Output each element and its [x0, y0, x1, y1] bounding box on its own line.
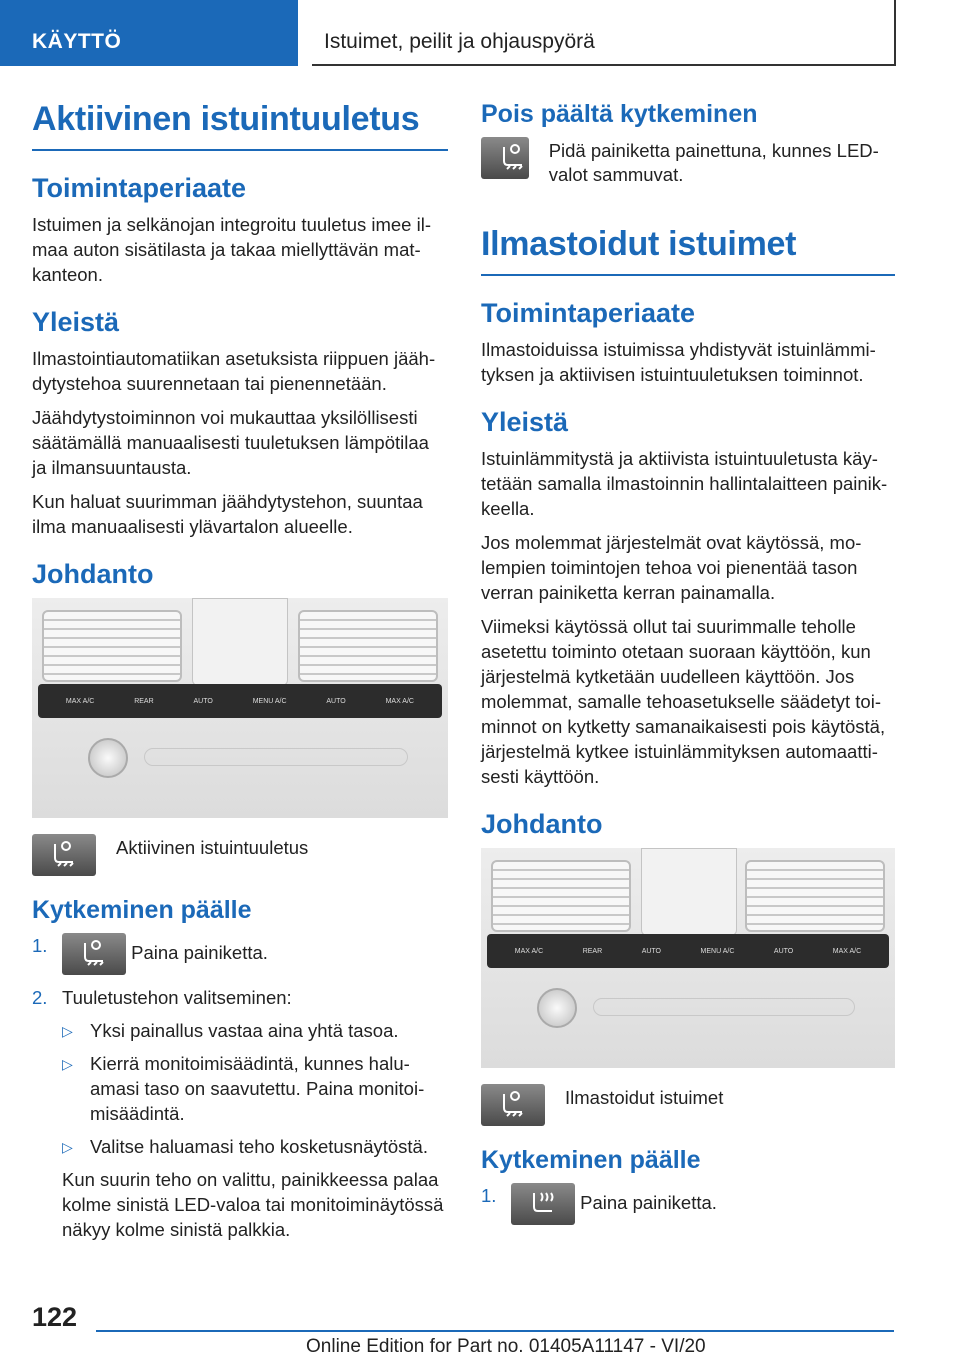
switch-off-instruction	[481, 137, 895, 187]
panel-label: REAR	[582, 947, 603, 955]
general-paragraph: Istuinlämmitystä ja aktiivista istuintuuletusta käytetään samalla ilmastoinnin hallintalaitteen painikkeella.	[481, 448, 888, 519]
seat-climate-icon	[481, 1084, 545, 1126]
air-vent-right	[745, 860, 885, 932]
step-number: 1.	[481, 1185, 497, 1206]
left-column	[32, 100, 448, 1252]
step-number: 2.	[32, 987, 48, 1008]
figure-caption	[32, 834, 448, 876]
edition-text: Online Edition for Part no. 01405A11147 - VI/20	[306, 1336, 706, 1357]
sub-list	[62, 1018, 448, 1159]
page-number: 122	[32, 1302, 78, 1332]
panel-label: MAX A/C	[65, 697, 95, 705]
bullet-text: Yksi painallus vastaa aina yhtä tasoa.	[90, 1020, 399, 1041]
seat-ventilation-icon	[32, 834, 96, 876]
principle-text: Istuimen ja selkänojan integroitu tuuletus imee ilmaa auton sisätilasta ja takaa miellyttävän matkanteon.	[32, 214, 431, 285]
panel-label: MAX A/C	[832, 947, 862, 955]
triangle-bullet-icon: ▷	[62, 1139, 73, 1155]
switch-off-text: Pidä painiketta painettuna, kunnes LED-valot sammuvat.	[548, 140, 879, 185]
air-vent-right	[298, 610, 438, 682]
right-column	[481, 100, 895, 1235]
general-paragraph: Ilmastointiautomatiikan asetuksista riippuen jäähdytystehoa suurennetaan tai pienennetään.	[32, 348, 436, 394]
caption-text: Aktiivinen istuintuuletus	[116, 837, 309, 858]
climate-control-strip	[487, 934, 889, 968]
section-tab: KÄYTTÖ	[0, 0, 298, 66]
panel-label: AUTO	[193, 697, 213, 705]
triangle-bullet-icon: ▷	[62, 1023, 73, 1039]
general-paragraph: Jos molemmat järjestelmät ovat käytössä, molempien toimintojen tehoa voi pienentää tason verran painiketta kerran painamalla.	[481, 532, 862, 603]
switch-on-heading: Kytkeminen päälle	[32, 896, 252, 924]
steps-list	[32, 933, 448, 1242]
dashboard-photo	[32, 598, 448, 818]
bullet-item	[62, 1134, 448, 1159]
general-paragraph: Viimeksi käytössä ollut tai suurimmalle teholle asetettu toiminto otetaan suoraan käyttöön, kun järjestelmä kytketään uudelleen käyttöön. Jos molemmat, samalle tehoasetukselle säädetyt toiminnot on kytketty samanaikaisesti pois käytöstä, järjestelmä kytkee istuinlämmityksen automaattisesti käyttöön.	[481, 616, 886, 787]
panel-label: AUTO	[641, 947, 662, 955]
principle-text: Ilmastoiduissa istuimissa yhdistyvät istuinlämmityksen ja aktiivisen istuintuuletuksen toiminnot.	[481, 339, 876, 385]
general-heading: Yleistä	[481, 407, 569, 437]
center-display	[192, 598, 288, 686]
step-text: Paina painiketta.	[580, 1191, 717, 1213]
bullet-item	[62, 1051, 448, 1126]
footer-rule	[96, 1330, 894, 1332]
panel-label: MENU A/C	[700, 947, 735, 955]
panel-label: AUTO	[773, 947, 794, 955]
figure-caption	[481, 1084, 895, 1126]
step-item	[32, 985, 448, 1242]
general-heading: Yleistä	[32, 307, 120, 337]
principle-heading: Toimintaperiaate	[481, 298, 696, 328]
general-paragraph: Jäähdytystoiminnon voi mukauttaa yksilöllisesti säätämällä manuaalisesti tuuletuksen lämpötilaa ja ilmansuuntausta.	[32, 407, 429, 478]
switch-off-heading: Pois päältä kytkeminen	[481, 100, 758, 128]
principle-heading: Toimintaperiaate	[32, 173, 247, 203]
bullet-text: Kierrä monitoimisäädintä, kunnes haluamasi taso on saavutettu. Paina monitoimisäädintä.	[90, 1053, 425, 1124]
bullet-text: Valitse haluamasi teho kosketusnäytöstä.	[90, 1136, 428, 1157]
step-note: Kun suurin teho on valittu, painikkeessa palaa kolme sinistä LED-valoa tai monitoiminäytössä näkyy kolme sinistä palkkia.	[62, 1169, 444, 1240]
panel-label: AUTO	[326, 697, 346, 705]
bullet-item	[62, 1018, 448, 1043]
intro-heading: Johdanto	[32, 559, 154, 589]
triangle-bullet-icon: ▷	[62, 1056, 73, 1072]
air-vent-left	[42, 610, 182, 682]
steps-list	[481, 1183, 895, 1225]
section-title: Ilmastoidut istuimet	[481, 225, 895, 276]
seat-ventilation-icon	[62, 933, 126, 975]
dashboard-trim	[593, 998, 855, 1016]
dashboard-trim	[144, 748, 408, 766]
center-display	[641, 848, 737, 936]
volume-knob	[88, 738, 128, 778]
panel-label: REAR	[134, 697, 154, 705]
climate-control-strip	[38, 684, 442, 718]
air-vent-left	[491, 860, 631, 932]
dashboard-photo	[481, 848, 895, 1068]
caption-text: Ilmastoidut istuimet	[565, 1087, 724, 1108]
step-item	[32, 933, 448, 975]
step-text: Paina painiketta.	[131, 941, 268, 963]
step-text: Tuuletustehon valitseminen:	[62, 987, 292, 1008]
panel-label: MAX A/C	[514, 947, 544, 955]
page-title: Aktiivinen istuintuuletus	[32, 100, 448, 151]
seat-climate-icon	[511, 1183, 575, 1225]
chapter-title: Istuimet, peilit ja ohjauspyörä	[312, 0, 896, 66]
panel-label: MAX A/C	[385, 697, 414, 705]
panel-label: MENU A/C	[252, 697, 287, 705]
volume-knob	[537, 988, 577, 1028]
intro-heading: Johdanto	[481, 809, 603, 839]
page-header	[0, 0, 960, 66]
general-paragraph: Kun haluat suurimman jäähdytystehon, suuntaa ilma manuaalisesti ylävartalon alueelle.	[32, 491, 423, 537]
step-item	[481, 1183, 895, 1225]
switch-on-heading: Kytkeminen päälle	[481, 1146, 701, 1174]
step-number: 1.	[32, 935, 48, 956]
seat-ventilation-icon	[481, 137, 529, 179]
